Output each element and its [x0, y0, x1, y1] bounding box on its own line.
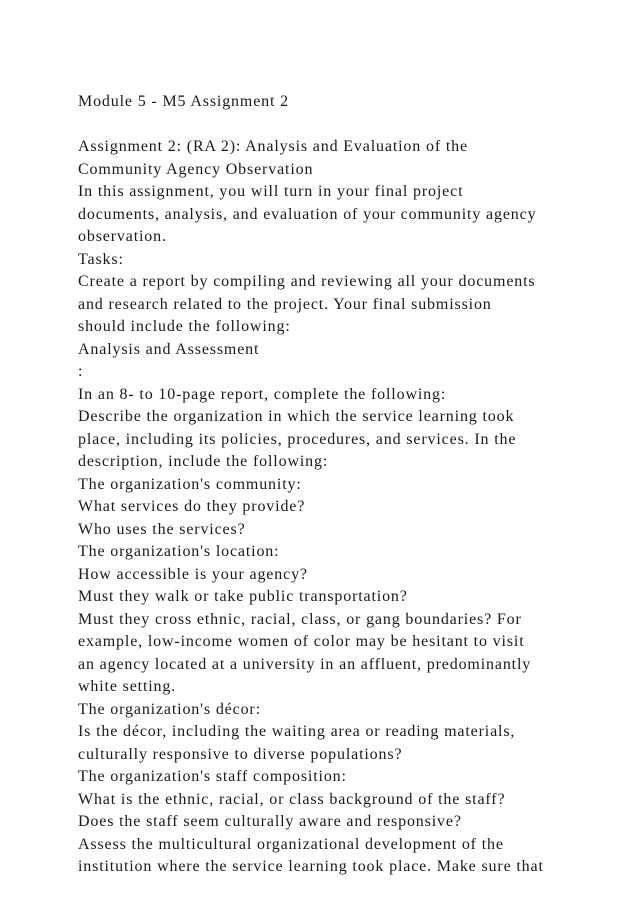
text-line: institution where the service learning took place. Make sure that — [78, 858, 544, 875]
text-line: Must they cross ethnic, racial, class, or gang boundaries? For — [78, 610, 522, 628]
text-line: and research related to the project. Your final submission — [78, 295, 492, 313]
text-line: Who uses the services? — [78, 520, 246, 538]
text-line: Analysis and Assessment — [78, 340, 260, 358]
text-line: culturally responsive to diverse populations? — [78, 745, 403, 763]
text-line: an agency located at a university in an affluent, predominantly — [78, 655, 532, 673]
text-line: Community Agency Observation — [78, 160, 314, 178]
text-line: : — [78, 363, 84, 380]
document-body — [78, 91, 618, 879]
text-line: In this assignment, you will turn in your final project — [78, 183, 464, 200]
text-line: In an 8- to 10-page report, complete the following: — [78, 385, 447, 403]
text-line: documents, analysis, and evaluation of your community agency — [78, 205, 537, 223]
text-line: What is the ethnic, racial, or class background of the staff? — [78, 790, 506, 808]
text-line: place, including its policies, procedures, and services. In the — [78, 430, 517, 448]
text-line: Does the staff seem culturally aware and responsive? — [78, 813, 462, 830]
text-line: How accessible is your agency? — [78, 565, 308, 583]
text-line: The organization's location: — [78, 543, 280, 560]
text-line: should include the following: — [78, 318, 291, 335]
text-line: What services do they provide? — [78, 498, 306, 515]
text-line: The organization's décor: — [78, 700, 261, 718]
paragraph-gap — [78, 114, 618, 137]
text-line: The organization's staff composition: — [78, 768, 347, 785]
text-line: white setting. — [78, 678, 177, 695]
text-line: Is the décor, including the waiting area or reading materials, — [78, 723, 516, 740]
document-title: Module 5 - M5 Assignment 2 — [78, 93, 289, 110]
text-line: Tasks: — [78, 250, 124, 268]
text-line: The organization's community: — [78, 475, 302, 493]
text-line: Assignment 2: (RA 2): Analysis and Evaluation of the — [78, 138, 468, 155]
text-line: Describe the organization in which the service learning took — [78, 408, 515, 425]
text-line: example, low-income women of color may be hesitant to visit — [78, 633, 525, 650]
text-line: Assess the multicultural organizational development of the — [78, 835, 504, 853]
text-line: observation. — [78, 228, 167, 245]
text-line: Must they walk or take public transportation? — [78, 588, 408, 605]
text-line: description, include the following: — [78, 453, 329, 470]
text-line: Create a report by compiling and reviewing all your documents — [78, 273, 536, 290]
